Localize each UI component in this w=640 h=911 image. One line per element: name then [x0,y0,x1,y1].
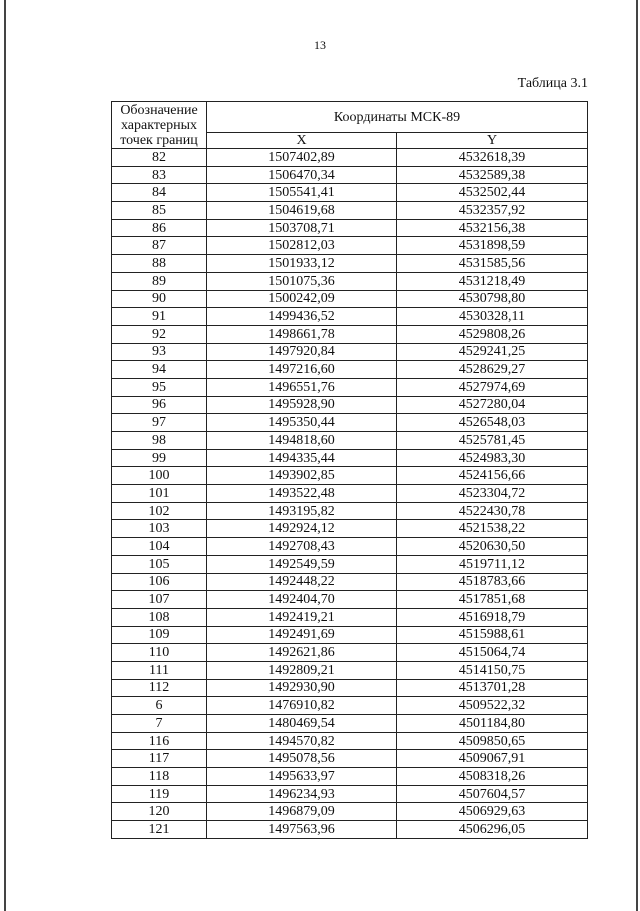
y-cell: 4532502,44 [397,184,588,202]
point-cell: 83 [112,166,207,184]
point-cell: 7 [112,715,207,733]
x-cell: 1493902,85 [207,467,397,485]
table-row [112,184,588,202]
point-cell: 118 [112,768,207,786]
point-cell: 108 [112,608,207,626]
x-cell: 1492549,59 [207,555,397,573]
x-cell: 1504619,68 [207,202,397,220]
point-cell: 98 [112,432,207,450]
y-cell: 4509067,91 [397,750,588,768]
y-cell: 4529808,26 [397,325,588,343]
x-cell: 1497563,96 [207,821,397,839]
table-row [112,821,588,839]
y-cell: 4508318,26 [397,768,588,786]
table-row [112,785,588,803]
point-cell: 88 [112,255,207,273]
y-cell: 4516918,79 [397,608,588,626]
header-y: Y [397,133,588,149]
point-cell: 111 [112,661,207,679]
y-cell: 4520630,50 [397,538,588,556]
x-cell: 1480469,54 [207,715,397,733]
point-cell: 84 [112,184,207,202]
y-cell: 4506929,63 [397,803,588,821]
y-cell: 4522430,78 [397,502,588,520]
table-row [112,290,588,308]
header-point-label: Обозначение характерных точек границ [112,102,207,149]
table-row [112,732,588,750]
point-cell: 97 [112,414,207,432]
y-cell: 4528629,27 [397,361,588,379]
table-row [112,432,588,450]
header-x: X [207,133,397,149]
x-cell: 1492448,22 [207,573,397,591]
table-row [112,308,588,326]
y-cell: 4530798,80 [397,290,588,308]
point-cell: 95 [112,378,207,396]
point-cell: 110 [112,644,207,662]
y-cell: 4527974,69 [397,378,588,396]
point-cell: 90 [112,290,207,308]
x-cell: 1495633,97 [207,768,397,786]
point-cell: 85 [112,202,207,220]
x-cell: 1499436,52 [207,308,397,326]
y-cell: 4515064,74 [397,644,588,662]
table-row [112,149,588,167]
table-row [112,679,588,697]
point-cell: 106 [112,573,207,591]
scan-right-edge [636,0,638,911]
table-row [112,467,588,485]
table-row [112,343,588,361]
y-cell: 4529241,25 [397,343,588,361]
point-cell: 6 [112,697,207,715]
page-number: 13 [314,38,326,52]
point-cell: 91 [112,308,207,326]
point-cell: 117 [112,750,207,768]
point-cell: 105 [112,555,207,573]
table-row [112,768,588,786]
table-row [112,325,588,343]
table-row [112,538,588,556]
x-cell: 1493195,82 [207,502,397,520]
y-cell: 4524156,66 [397,467,588,485]
x-cell: 1507402,89 [207,149,397,167]
x-cell: 1495928,90 [207,396,397,414]
table-row [112,414,588,432]
y-cell: 4509850,65 [397,732,588,750]
x-cell: 1493522,48 [207,485,397,503]
table-row [112,555,588,573]
point-cell: 120 [112,803,207,821]
table-row [112,361,588,379]
table-row [112,573,588,591]
table-row [112,591,588,609]
y-cell: 4532357,92 [397,202,588,220]
x-cell: 1505541,41 [207,184,397,202]
y-cell: 4524983,30 [397,449,588,467]
x-cell: 1492419,21 [207,608,397,626]
point-cell: 102 [112,502,207,520]
x-cell: 1494335,44 [207,449,397,467]
table-body [112,149,588,839]
point-cell: 82 [112,149,207,167]
point-cell: 116 [112,732,207,750]
point-cell: 104 [112,538,207,556]
table-row [112,166,588,184]
y-cell: 4501184,80 [397,715,588,733]
x-cell: 1501933,12 [207,255,397,273]
x-cell: 1492930,90 [207,679,397,697]
point-cell: 96 [112,396,207,414]
y-cell: 4517851,68 [397,591,588,609]
table-row [112,449,588,467]
point-cell: 103 [112,520,207,538]
x-cell: 1497216,60 [207,361,397,379]
x-cell: 1498661,78 [207,325,397,343]
point-cell: 89 [112,272,207,290]
x-cell: 1496879,09 [207,803,397,821]
y-cell: 4514150,75 [397,661,588,679]
x-cell: 1500242,09 [207,290,397,308]
y-cell: 4531898,59 [397,237,588,255]
x-cell: 1502812,03 [207,237,397,255]
x-cell: 1496234,93 [207,785,397,803]
table-row [112,644,588,662]
y-cell: 4532618,39 [397,149,588,167]
y-cell: 4532589,38 [397,166,588,184]
point-cell: 87 [112,237,207,255]
x-cell: 1492621,86 [207,644,397,662]
point-cell: 99 [112,449,207,467]
point-cell: 112 [112,679,207,697]
table-row [112,485,588,503]
y-cell: 4532156,38 [397,219,588,237]
table-row [112,661,588,679]
x-cell: 1496551,76 [207,378,397,396]
y-cell: 4531585,56 [397,255,588,273]
point-cell: 107 [112,591,207,609]
x-cell: 1476910,82 [207,697,397,715]
point-cell: 94 [112,361,207,379]
table-row [112,697,588,715]
x-cell: 1503708,71 [207,219,397,237]
y-cell: 4515988,61 [397,626,588,644]
y-cell: 4521538,22 [397,520,588,538]
y-cell: 4513701,28 [397,679,588,697]
table-row [112,396,588,414]
y-cell: 4507604,57 [397,785,588,803]
y-cell: 4519711,12 [397,555,588,573]
table-row [112,803,588,821]
table-row [112,255,588,273]
y-cell: 4530328,11 [397,308,588,326]
table-row [112,202,588,220]
point-cell: 86 [112,219,207,237]
x-cell: 1495350,44 [207,414,397,432]
point-cell: 101 [112,485,207,503]
y-cell: 4526548,03 [397,414,588,432]
table-row [112,272,588,290]
y-cell: 4531218,49 [397,272,588,290]
point-cell: 121 [112,821,207,839]
table-row [112,237,588,255]
header-coordinates: Координаты МСК-89 [207,102,588,133]
table-row [112,219,588,237]
y-cell: 4523304,72 [397,485,588,503]
table-row [112,378,588,396]
x-cell: 1495078,56 [207,750,397,768]
table-row [112,608,588,626]
x-cell: 1492404,70 [207,591,397,609]
table-caption: Таблица 3.1 [517,76,588,91]
x-cell: 1494818,60 [207,432,397,450]
y-cell: 4518783,66 [397,573,588,591]
table-row [112,715,588,733]
y-cell: 4527280,04 [397,396,588,414]
scan-left-edge [4,0,6,911]
point-cell: 119 [112,785,207,803]
point-cell: 100 [112,467,207,485]
x-cell: 1497920,84 [207,343,397,361]
x-cell: 1492491,69 [207,626,397,644]
table-row [112,750,588,768]
x-cell: 1506470,34 [207,166,397,184]
y-cell: 4525781,45 [397,432,588,450]
x-cell: 1492708,43 [207,538,397,556]
x-cell: 1492924,12 [207,520,397,538]
coordinates-table [111,101,588,839]
x-cell: 1492809,21 [207,661,397,679]
table-row [112,626,588,644]
point-cell: 109 [112,626,207,644]
x-cell: 1494570,82 [207,732,397,750]
point-cell: 92 [112,325,207,343]
point-cell: 93 [112,343,207,361]
table-row [112,502,588,520]
y-cell: 4506296,05 [397,821,588,839]
table-row [112,520,588,538]
y-cell: 4509522,32 [397,697,588,715]
x-cell: 1501075,36 [207,272,397,290]
